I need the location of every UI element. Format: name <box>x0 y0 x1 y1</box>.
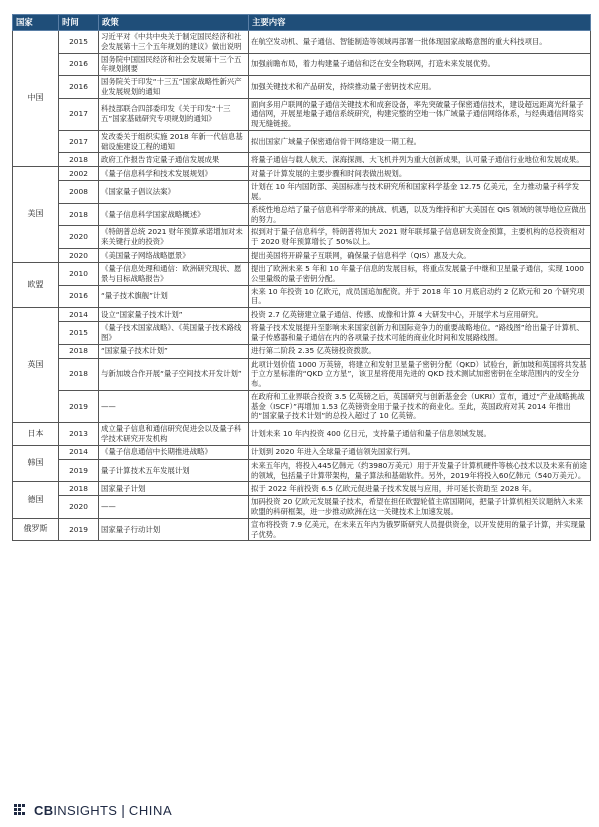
content-cell: 加强关键技术和产品研发，持续推动量子密钥技术应用。 <box>249 76 591 99</box>
country-cell: 英国 <box>13 308 59 423</box>
content-cell: 投资 2.7 亿英镑建立量子通信、传感、成像和计算 4 大研发中心，开展学术与应用研究。 <box>249 308 591 322</box>
table-row <box>13 308 591 322</box>
table-row <box>13 322 591 345</box>
policy-cell: 习近平对《中共中央关于制定国民经济和社会发展第十三个五年规划的建议》做出说明 <box>99 31 249 54</box>
table-row <box>13 31 591 54</box>
table-row <box>13 181 591 204</box>
table-row <box>13 263 591 286</box>
country-cell: 德国 <box>13 482 59 519</box>
country-cell: 俄罗斯 <box>13 518 59 541</box>
table-row <box>13 53 591 76</box>
policy-cell: 设立“国家量子技术计划” <box>99 308 249 322</box>
table-row <box>13 249 591 263</box>
year-cell: 2016 <box>59 285 99 308</box>
year-cell: 2018 <box>59 344 99 358</box>
policy-cell: 《特朗普总统 2021 财年预算承诺增加对未来关键行业的投资》 <box>99 226 249 249</box>
policy-cell: 《国家量子倡议法案》 <box>99 181 249 204</box>
country-cell: 韩国 <box>13 445 59 482</box>
policy-cell: “量子技术旗舰”计划 <box>99 285 249 308</box>
header-policy: 政策 <box>99 15 249 31</box>
table-row <box>13 390 591 422</box>
content-cell: 计划未来 10 年内投资 400 亿日元，支持量子通信和量子信息领域发展。 <box>249 423 591 446</box>
policy-cell: —— <box>99 496 249 519</box>
header-content: 主要内容 <box>249 15 591 31</box>
content-cell: 系统性地总结了量子信息科学带来的挑战、机遇，以及为维持和扩大美国在 QIS 领域的领导地位应做出的努力。 <box>249 203 591 226</box>
year-cell: 2016 <box>59 53 99 76</box>
content-cell: 在政府和工业界联合投资 3.5 亿英镑之后，英国研究与创新基金会（UKRI）宣布，通过“产业战略挑战基金（ISCF）”再增加 1.53 亿英镑资金用于量子技术的商业化。至此，英国政府对其 2014 年推出的“国家量子技术计划”的总投入超过了 10 亿英镑。 <box>249 390 591 422</box>
year-cell: 2018 <box>59 203 99 226</box>
table-row <box>13 167 591 181</box>
year-cell: 2008 <box>59 181 99 204</box>
content-cell: 拟于 2022 年前投资 6.5 亿欧元促进量子技术发展与应用，并可延长资助至 2028 年。 <box>249 482 591 496</box>
content-cell: 加强前瞻布局，着力构建量子通信和泛在安全物联网，打造未来发展优势。 <box>249 53 591 76</box>
content-cell: 未来五年内，将投入445亿韩元（约3980万美元）用于开发量子计算机硬件等核心技术以及未来有前途的领域，包括量子计算带架构，量子算法和基础软件。另外，2019年将投入60亿韩元（540万美元）。 <box>249 459 591 482</box>
table-row <box>13 226 591 249</box>
table-row <box>13 153 591 167</box>
country-cell: 美国 <box>13 167 59 263</box>
content-cell: 拟出国家广域量子保密通信骨干网络建设一期工程。 <box>249 130 591 153</box>
policy-cell: 国务院关于印发“十三五”国家战略性新兴产业发展规划的通知 <box>99 76 249 99</box>
table-row <box>13 518 591 541</box>
content-cell: 进行第二阶段 2.35 亿英镑投资拨款。 <box>249 344 591 358</box>
table-row <box>13 76 591 99</box>
country-cell: 中国 <box>13 31 59 167</box>
policy-cell: 科技部联合四部委印发《关于印发“十三五”国家基础研究专项规划的通知》 <box>99 98 249 130</box>
year-cell: 2018 <box>59 482 99 496</box>
policy-cell: 量子计算技术五年发展计划 <box>99 459 249 482</box>
policy-cell: —— <box>99 390 249 422</box>
policy-cell: 国务院中国国民经济和社会发展第十三个五年规划纲要 <box>99 53 249 76</box>
content-cell: 未来 10 年投资 10 亿欧元，成员国追加配资。并于 2018 年 10 月底启动约 2 亿欧元和 20 个研究项目。 <box>249 285 591 308</box>
policy-cell: 国家量子计划 <box>99 482 249 496</box>
year-cell: 2020 <box>59 496 99 519</box>
policy-cell: 国家量子行动计划 <box>99 518 249 541</box>
policy-cell: 政府工作报告肯定量子通信发展成果 <box>99 153 249 167</box>
year-cell: 2019 <box>59 459 99 482</box>
table-row <box>13 203 591 226</box>
quantum-policy-table <box>12 14 591 541</box>
year-cell: 2020 <box>59 226 99 249</box>
year-cell: 2013 <box>59 423 99 446</box>
policy-cell: 《量子信息处理和通信：欧洲研究现状、愿景与目标战略报告》 <box>99 263 249 286</box>
policy-cell: “国家量子技术计划” <box>99 344 249 358</box>
policy-cell: 《美国量子网络战略愿景》 <box>99 249 249 263</box>
year-cell: 2020 <box>59 249 99 263</box>
table-row <box>13 358 591 390</box>
content-cell: 将量子通信与载人航天、深海探测、大飞机并列为重大创新成果，认可量子通信行业地位和发展成果。 <box>249 153 591 167</box>
policy-cell: 《量子技术国家战略》、《英国量子技术路线图》 <box>99 322 249 345</box>
year-cell: 2015 <box>59 322 99 345</box>
content-cell: 加码投资 20 亿欧元发展量子技术，希望在担任欧盟轮值主席国期间，把量子计算机相关议题纳入未来欧盟的科研框架，进一步推动欧洲在这一关键技术上加速发展。 <box>249 496 591 519</box>
content-cell: 在航空发动机、量子通信、智能制造等领域再部署一批体现国家战略意图的重大科技项目。 <box>249 31 591 54</box>
policy-cell: 发改委关于组织实施 2018 年新一代信息基础设施建设工程的通知 <box>99 130 249 153</box>
cbinsights-china-logo <box>14 800 172 820</box>
policy-cell: 《量子信息通信中长期推进战略》 <box>99 445 249 459</box>
policy-cell: 与新加坡合作开展“量子空间技术开发计划” <box>99 358 249 390</box>
header-country: 国家 <box>13 15 59 31</box>
table-row <box>13 459 591 482</box>
brand-china: CHINA <box>128 802 173 818</box>
content-cell: 拟到对于量子信息科学，特朗普将加大 2021 财年联邦量子信息研发资金预算，主要机构的总投资相对于 2020 财年预算增长了 50%以上。 <box>249 226 591 249</box>
year-cell: 2019 <box>59 518 99 541</box>
brand-insights: INSIGHTS <box>53 802 118 818</box>
year-cell: 2015 <box>59 31 99 54</box>
policy-cell: 成立量子信息和通信研究促进会以及量子科学技术研究开发机构 <box>99 423 249 446</box>
content-cell: 面向多用户联网的量子通信关键技术和成套设备，率先突破量子保密通信技术，建设超远距离光纤量子通信网，开展星地量子通信系统研究，构建完整的空地一体广域量子通信网络体系，与经典通信网络实现无缝链接。 <box>249 98 591 130</box>
content-cell: 提出了欧洲未来 5 年和 10 年量子信息的发展目标，将重点发展量子中继和卫星量子通信，实现 1000 公里量级的量子密钥分配。 <box>249 263 591 286</box>
content-cell: 计划在 10 年内国防部、美国标准与技术研究所和国家科学基金 12.75 亿美元，全力推动量子科学发展。 <box>249 181 591 204</box>
year-cell: 2018 <box>59 358 99 390</box>
country-cell: 欧盟 <box>13 263 59 308</box>
brand-separator: | <box>121 802 125 818</box>
header-time: 时间 <box>59 15 99 31</box>
country-cell: 日本 <box>13 423 59 446</box>
content-cell: 对量子计算发展的主要步骤和时间表做出规划。 <box>249 167 591 181</box>
year-cell: 2018 <box>59 153 99 167</box>
content-cell: 计划到 2020 年进入全球量子通信领先国家行列。 <box>249 445 591 459</box>
table-row <box>13 423 591 446</box>
year-cell: 2016 <box>59 76 99 99</box>
year-cell: 2002 <box>59 167 99 181</box>
policy-cell: 《量子信息科学和技术发展规划》 <box>99 167 249 181</box>
content-cell: 提出美国将开辟量子互联网，确保量子信息科学（QIS）惠及大众。 <box>249 249 591 263</box>
year-cell: 2017 <box>59 98 99 130</box>
year-cell: 2014 <box>59 445 99 459</box>
cbinsights-logo-icon <box>14 802 30 818</box>
table-row <box>13 445 591 459</box>
year-cell: 2019 <box>59 390 99 422</box>
table-row <box>13 98 591 130</box>
table-row <box>13 344 591 358</box>
table-row <box>13 130 591 153</box>
year-cell: 2010 <box>59 263 99 286</box>
year-cell: 2014 <box>59 308 99 322</box>
policy-cell: 《量子信息科学国家战略概述》 <box>99 203 249 226</box>
year-cell: 2017 <box>59 130 99 153</box>
content-cell: 宣布将投资 7.9 亿美元，在未来五年内为俄罗斯研究人员提供资金，以开发使用的量子计算，并实现量子优势。 <box>249 518 591 541</box>
content-cell: 将量子技术发展提升至影响未来国家创新力和国际竞争力的重要战略地位。“路线图”给出量子计算机、量子传感器和量子通信在内的各项量子技术可能的商业化时间和发展路线图。 <box>249 322 591 345</box>
content-cell: 此项计划价值 1000 万英镑，将建立和发射卫星量子密钥分配（QKD）试验台，新加坡和英国将共发基于立方星标准的“QKD 立方星”，该卫星将使用先进的 QKD 技术测试加密密钥在全球范围内的安全分布。 <box>249 358 591 390</box>
table-row <box>13 285 591 308</box>
table-row <box>13 496 591 519</box>
table-header-row <box>13 15 591 31</box>
table-row <box>13 482 591 496</box>
brand-cb: CB <box>34 802 54 818</box>
